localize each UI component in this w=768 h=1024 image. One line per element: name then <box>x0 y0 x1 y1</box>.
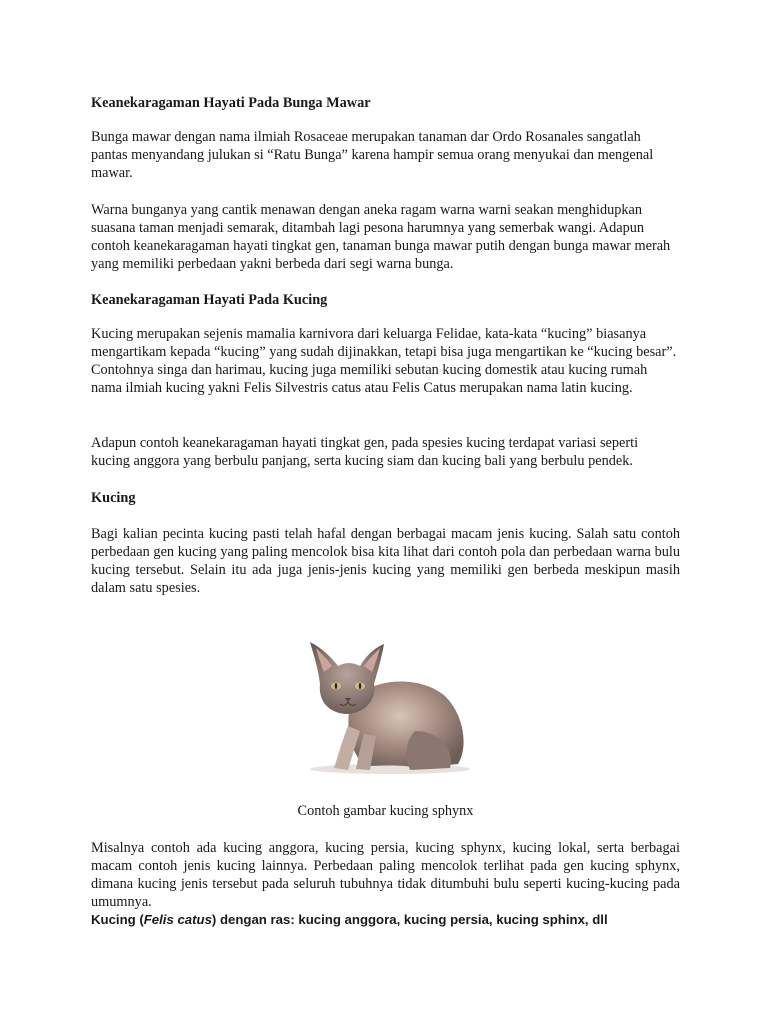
species-line <box>91 911 680 929</box>
heading-cat: Keanekaragaman Hayati Pada Kucing <box>91 292 328 308</box>
species-latin-name: Felis catus <box>143 912 212 927</box>
paragraph-rose-1: Bunga mawar dengan nama ilmiah Rosaceae merupakan tanaman dar Ordo Rosanales sangatlah pantas menyandang julukan si “Ratu Bunga” karena hampir semua orang menyukai dan mengenal mawar. <box>91 129 654 181</box>
sphynx-cat-image <box>290 636 480 776</box>
paragraph-kucing-1: Bagi kalian pecinta kucing pasti telah hafal dengan berbagai macam jenis kucing. Salah satu contoh perbedaan gen kucing yang paling mencolok bisa kita lihat dari contoh pola dan perbedaan warna bulu kucing tersebut. Selain itu ada juga jenis-jenis kucing yang memiliki gen berbeda meskipun masih dalam satu spesies. <box>91 526 680 596</box>
figure-caption: Contoh gambar kucing sphynx <box>297 803 474 819</box>
paragraph-cat-1: Kucing merupakan sejenis mamalia karnivora dari keluarga Felidae, kata-kata “kucing” biasanya mengartikam kepada “kucing” yang sudah dijinakkan, tetapi bisa juga mengartikan ke “kucing besar”. Contohnya singa dan harimau, kucing juga memiliki sebutan kucing domestik atau kucing rumah nama ilmiah kucing yakni Felis Silvestris catus atau Felis Catus merupakan nama latin kucing. <box>91 326 677 396</box>
heading-rose: Keanekaragaman Hayati Pada Bunga Mawar <box>91 95 371 111</box>
paragraph-rose-2: Warna bunganya yang cantik menawan dengan aneka ragam warna warni seakan menghidupkan suasana taman menjadi semarak, ditambah lagi pesona harumnya yang semerbak wangi. Adapun contoh keanekaragaman hayati tingkat gen, tanaman bunga mawar putih dengan bunga mawar merah yang memiliki perbedaan yakni berbeda dari segi warna bunga. <box>91 202 671 272</box>
species-prefix: Kucing ( <box>91 912 144 927</box>
heading-kucing: Kucing <box>91 490 136 506</box>
species-suffix: ) dengan ras: kucing anggora, kucing persia, kucing sphinx, dll <box>211 912 608 927</box>
paragraph-cat-2: Adapun contoh keanekaragaman hayati tingkat gen, pada spesies kucing terdapat variasi seperti kucing anggora yang berbulu panjang, serta kucing siam dan kucing bali yang berbulu pendek. <box>91 435 639 469</box>
paragraph-kucing-2: Misalnya contoh ada kucing anggora, kucing persia, kucing sphynx, kucing lokal, serta berbagai macam contoh jenis kucing lainnya. Perbedaan paling mencolok terlihat pada gen kucing sphynx, dimana kucing jenis tersebut pada seluruh tubuhnya tidak ditumbuhi bulu seperti kucing-kucing pada umumnya. <box>91 840 680 910</box>
